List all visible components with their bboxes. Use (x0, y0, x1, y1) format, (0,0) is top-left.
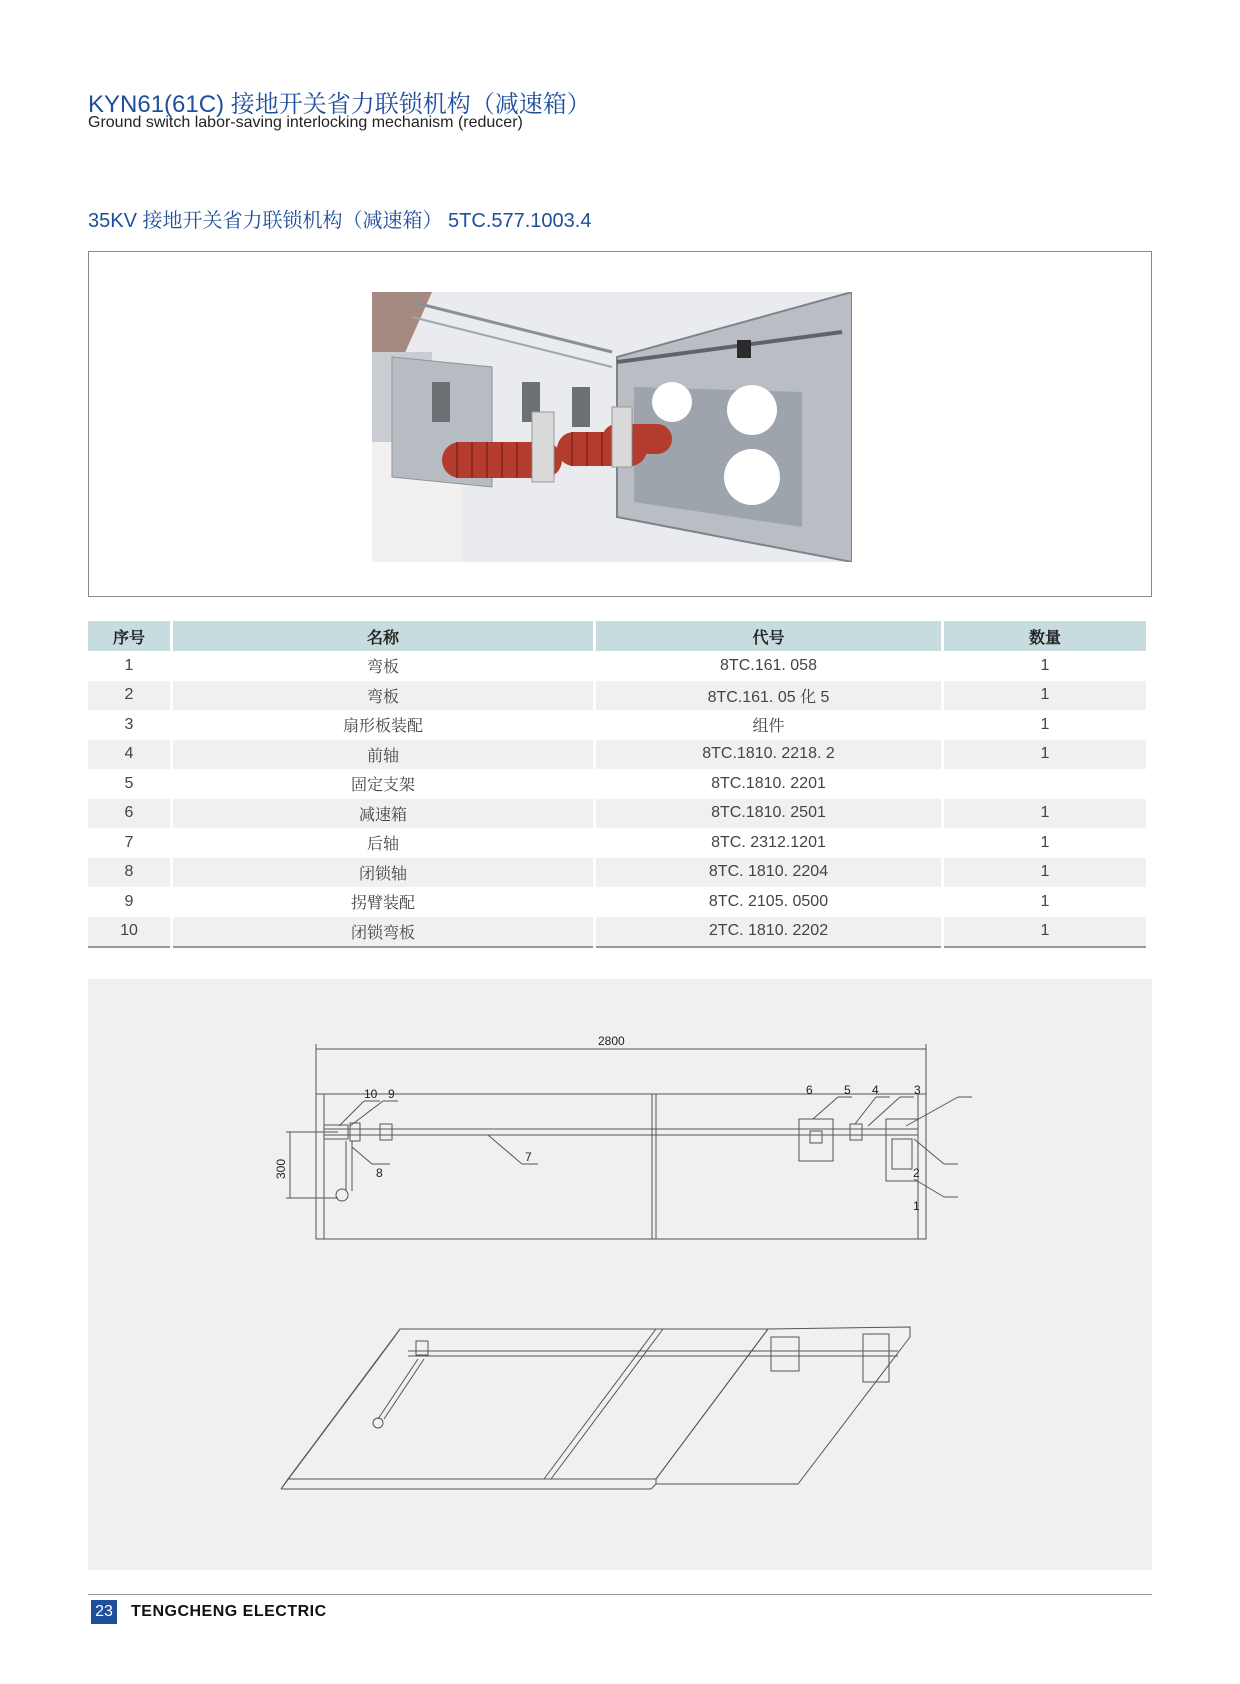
page-title-english: Ground switch labor-saving interlocking mechanism (reducer) (88, 114, 523, 131)
cell-name: 闭锁弯板 (173, 917, 593, 949)
table-row (88, 917, 1146, 949)
table-row (88, 740, 1146, 770)
cell-name: 减速箱 (173, 799, 593, 829)
header-code: 代号 (596, 621, 941, 651)
dimension-height-label: 300 (274, 1158, 288, 1179)
cell-quantity: 1 (1040, 892, 1050, 910)
table-header-row (88, 621, 1146, 651)
cell-name: 弯板 (173, 681, 593, 711)
callout-8: 8 (376, 1166, 383, 1180)
cell-code: 8TC. 1810. 2204 (596, 858, 941, 888)
cell-quantity: 1 (1040, 833, 1050, 851)
cell-index: 6 (88, 799, 170, 829)
cell-name: 弯板 (366, 659, 399, 677)
callout-3: 3 (914, 1083, 921, 1097)
table-row (88, 651, 1146, 681)
cell-name: 固定支架 (350, 777, 415, 795)
cell-name: 扇形板装配 (342, 718, 423, 736)
cell-code: 8TC.1810. 2218. 2 (596, 740, 941, 770)
product-subtitle: 35KV 接地开关省力联锁机构（减速箱） 5TC.577.1003.4 (88, 210, 592, 232)
cell-name: 拐臂装配 (350, 895, 415, 913)
table-row (88, 887, 1146, 917)
cell-code: 8TC.161. 05 化 5 (596, 681, 941, 711)
cell-code: 8TC. 2105. 0500 (708, 892, 829, 910)
cell-index: 4 (88, 740, 170, 770)
table-row (88, 769, 1146, 799)
cell-index: 5 (124, 774, 134, 792)
page-number: 23 (91, 1600, 117, 1624)
cell-quantity: 1 (1040, 715, 1050, 733)
cell-quantity: 1 (1040, 656, 1050, 674)
cell-quantity: 1 (944, 858, 1146, 888)
table-row (88, 681, 1146, 711)
cell-code: 2TC. 1810. 2202 (596, 917, 941, 949)
parts-table (85, 621, 1149, 948)
dimension-width-label: 2800 (598, 1034, 625, 1048)
callout-5: 5 (844, 1083, 851, 1097)
callout-1: 1 (913, 1199, 920, 1213)
technical-drawing-panel (88, 979, 1152, 1570)
cell-index: 7 (124, 833, 134, 851)
cell-quantity: 1 (944, 917, 1146, 949)
callout-9: 9 (388, 1087, 395, 1101)
cell-code: 8TC.1810. 2501 (596, 799, 941, 829)
cell-quantity: 1 (944, 799, 1146, 829)
table-row (88, 710, 1146, 740)
product-photo-frame (88, 251, 1152, 597)
cell-index: 2 (88, 681, 170, 711)
footer-divider (88, 1594, 1152, 1595)
callout-2: 2 (913, 1166, 920, 1180)
table-row (88, 828, 1146, 858)
callout-7: 7 (525, 1150, 532, 1164)
callout-6: 6 (806, 1083, 813, 1097)
cell-quantity (944, 769, 1146, 799)
technical-drawing (88, 979, 1152, 1570)
product-photo (372, 292, 852, 562)
cell-code: 8TC. 2312.1201 (711, 833, 826, 851)
header-name: 名称 (173, 621, 593, 651)
callout-4: 4 (872, 1083, 879, 1097)
cell-code: 8TC.1810. 2201 (711, 774, 826, 792)
cell-index: 1 (124, 656, 134, 674)
cell-name: 闭锁轴 (173, 858, 593, 888)
table-row (88, 858, 1146, 888)
cell-name: 后轴 (366, 836, 399, 854)
cell-name: 前轴 (173, 740, 593, 770)
table-row (88, 799, 1146, 829)
header-quantity: 数量 (944, 621, 1146, 651)
cell-index: 9 (124, 892, 134, 910)
company-name: TENGCHENG ELECTRIC (131, 1603, 327, 1620)
callout-10: 10 (364, 1087, 378, 1101)
cell-quantity: 1 (944, 740, 1146, 770)
cell-index: 3 (124, 715, 134, 733)
cell-index: 8 (88, 858, 170, 888)
cell-code: 8TC.161. 058 (720, 656, 817, 674)
header-index: 序号 (88, 621, 170, 651)
cell-index: 10 (88, 917, 170, 949)
cell-code: 组件 (752, 718, 785, 736)
cell-quantity: 1 (944, 681, 1146, 711)
page-title: KYN61(61C) 接地开关省力联锁机构（减速箱） (88, 91, 591, 118)
